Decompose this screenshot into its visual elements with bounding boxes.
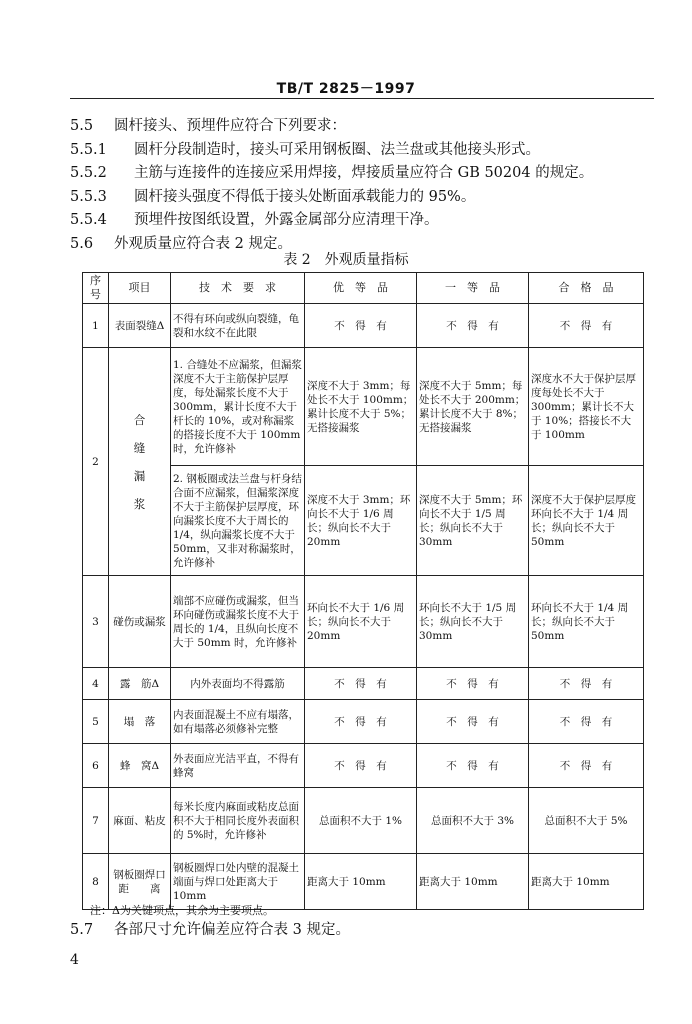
cell-requirement: 2. 钢板圈或法兰盘与杆身结合面不应漏浆，但漏浆深度不大于主筋保护层厚度，环向漏浆长度不大于周长的 1/4，纵向漏浆长度不大于 50mm，又非对称漏浆时，允许修补 xyxy=(171,466,305,576)
cell-first-grade: 深度不大于 5mm；每处长不大于 200mm；累计长度不大于 8%；无搭接漏浆 xyxy=(417,348,529,466)
quality-table xyxy=(82,272,644,910)
cell-no: 6 xyxy=(83,744,109,788)
cell-requirement: 1. 合缝处不应漏浆，但漏浆深度不大于主筋保护层厚度，每处漏浆长度不大于 300mm，累计长度不大于杆长的 10%，或对称漏浆的搭接长度不大于 100mm 时，允许修补 xyxy=(171,348,305,466)
clause-number: 5.5.2 xyxy=(70,165,107,181)
table-row xyxy=(83,744,644,788)
page-number: 4 xyxy=(70,952,79,968)
cell-no: 1 xyxy=(83,304,109,348)
clause-text: 各部尺寸允许偏差应符合表 3 规定。 xyxy=(114,922,350,938)
cell-excellent: 不 得 有 xyxy=(305,744,417,788)
header-excellent: 优 等 品 xyxy=(305,273,417,304)
cell-qualified: 距离大于 10mm xyxy=(529,854,644,910)
cell-item: 蜂 窝Δ xyxy=(109,744,171,788)
cell-excellent: 环向长不大于 1/6 周长；纵向长不大于 20mm xyxy=(305,576,417,668)
document-header: TB/T 2825－1997 xyxy=(276,81,416,97)
clause-number: 5.7 xyxy=(70,922,94,938)
cell-no: 4 xyxy=(83,668,109,700)
cell-requirement: 每米长度内麻面或粘皮总面积不大于相同长度外表面积的 5%时，允许修补 xyxy=(171,788,305,854)
clause-number: 5.5.1 xyxy=(70,141,107,158)
cell-qualified: 深度水不大于保护层厚度每处长不大于 300mm；累计长不大于 10%；搭接长不大于 100mm xyxy=(529,348,644,466)
clause-text: 外观质量应符合表 2 规定。 xyxy=(114,235,292,252)
cell-no: 7 xyxy=(83,788,109,854)
header-rule xyxy=(70,98,654,99)
cell-requirement: 内表面混凝土不应有塌落，如有塌落必须修补完整 xyxy=(171,700,305,744)
clause-list xyxy=(70,115,670,256)
cell-item: 麻面、粘皮 xyxy=(109,788,171,854)
clause-5-5-1 xyxy=(70,139,670,163)
cell-excellent: 深度不大于 3mm；环向长不大于 1/6 周长；纵向长不大于 20mm xyxy=(305,466,417,576)
clause-5-7 xyxy=(70,918,350,939)
clause-text: 圆杆接头、预埋件应符合下列要求： xyxy=(114,118,346,134)
table-row xyxy=(83,788,644,854)
cell-first-grade: 不 得 有 xyxy=(417,668,529,700)
table-note: 注：Δ为关键项点，其余为主要项点。 xyxy=(90,904,274,917)
cell-item xyxy=(109,348,171,576)
clause-text: 圆杆接头强度不得低于接头处断面承载能力的 95%。 xyxy=(134,188,476,205)
cell-first-grade: 不 得 有 xyxy=(417,744,529,788)
vertical-item-label: 合缝漏浆 xyxy=(133,412,146,511)
clause-5-5-4 xyxy=(70,209,670,233)
clause-number: 5.5.3 xyxy=(70,188,107,205)
header-first-grade: 一 等 品 xyxy=(417,273,529,304)
cell-qualified: 环向长不大于 1/4 周长；纵向长不大于 50mm xyxy=(529,576,644,668)
cell-no: 5 xyxy=(83,700,109,744)
cell-item: 塌 落 xyxy=(109,700,171,744)
clause-5-5-3 xyxy=(70,186,670,210)
cell-item: 碰伤或漏浆 xyxy=(109,576,171,668)
cell-first-grade: 深度不大于 5mm；环向长不大于 1/5 周长；纵向长不大于 30mm xyxy=(417,466,529,576)
cell-qualified: 不 得 有 xyxy=(529,304,644,348)
clause-number: 5.5.4 xyxy=(70,212,107,228)
cell-requirement: 端部不应碰伤或漏浆，但当环向碰伤或漏浆长度不大于周长的 1/4，且纵向长度不大于 50mm 时，允许修补 xyxy=(171,576,305,668)
clause-text: 预埋件按图纸设置，外露金属部分应清理干净。 xyxy=(134,212,439,228)
cell-item: 表面裂缝Δ xyxy=(109,304,171,348)
cell-excellent: 总面积不大于 1% xyxy=(305,788,417,854)
cell-qualified: 不 得 有 xyxy=(529,700,644,744)
table-caption: 表 2 外观质量指标 xyxy=(283,252,409,268)
cell-excellent: 不 得 有 xyxy=(305,304,417,348)
table-row xyxy=(83,348,644,466)
cell-no: 2 xyxy=(83,348,109,576)
cell-excellent: 不 得 有 xyxy=(305,668,417,700)
cell-excellent: 距离大于 10mm xyxy=(305,854,417,910)
header-item: 项目 xyxy=(109,273,171,304)
cell-first-grade: 距离大于 10mm xyxy=(417,854,529,910)
cell-qualified: 不 得 有 xyxy=(529,668,644,700)
cell-no: 8 xyxy=(83,854,109,910)
cell-qualified: 不 得 有 xyxy=(529,744,644,788)
cell-qualified: 深度不大于保护层厚度环向长不大于 1/4 周长；纵向长不大于 50mm xyxy=(529,466,644,576)
header-qualified: 合 格 品 xyxy=(529,273,644,304)
table-row xyxy=(83,668,644,700)
table-row xyxy=(83,304,644,348)
cell-qualified: 总面积不大于 5% xyxy=(529,788,644,854)
header-no: 序号 xyxy=(83,273,109,304)
cell-first-grade: 总面积不大于 3% xyxy=(417,788,529,854)
cell-first-grade: 不 得 有 xyxy=(417,304,529,348)
clause-text: 主筋与连接件的连接应采用焊接，焊接质量应符合 GB 50204 的规定。 xyxy=(134,165,594,181)
cell-requirement: 不得有环向或纵向裂缝，龟裂和水纹不在此限 xyxy=(171,304,305,348)
clause-number: 5.5 xyxy=(70,118,94,134)
cell-item: 钢板圈焊口距 离 xyxy=(109,854,171,910)
cell-first-grade: 环向长不大于 1/5 周长；纵向长不大于 30mm xyxy=(417,576,529,668)
clause-number: 5.6 xyxy=(70,235,94,252)
table-row xyxy=(83,576,644,668)
table-row xyxy=(83,700,644,744)
cell-first-grade: 不 得 有 xyxy=(417,700,529,744)
clause-5-5-2 xyxy=(70,162,670,186)
cell-item: 露 筋Δ xyxy=(109,668,171,700)
header-requirement: 技 术 要 求 xyxy=(171,273,305,304)
cell-no: 3 xyxy=(83,576,109,668)
clause-text: 圆杆分段制造时，接头可采用钢板圈、法兰盘或其他接头形式。 xyxy=(134,141,540,158)
cell-requirement: 钢板圈焊口处内壁的混凝土端面与焊口处距离大于 10mm xyxy=(171,854,305,910)
table-header-row xyxy=(83,273,644,304)
clause-5-5 xyxy=(70,115,670,139)
cell-requirement: 内外表面均不得露筋 xyxy=(171,668,305,700)
cell-requirement: 外表面应光洁平直，不得有蜂窝 xyxy=(171,744,305,788)
cell-excellent: 不 得 有 xyxy=(305,700,417,744)
cell-excellent: 深度不大于 3mm；每处长不大于 100mm；累计长度不大于 5%；无搭接漏浆 xyxy=(305,348,417,466)
